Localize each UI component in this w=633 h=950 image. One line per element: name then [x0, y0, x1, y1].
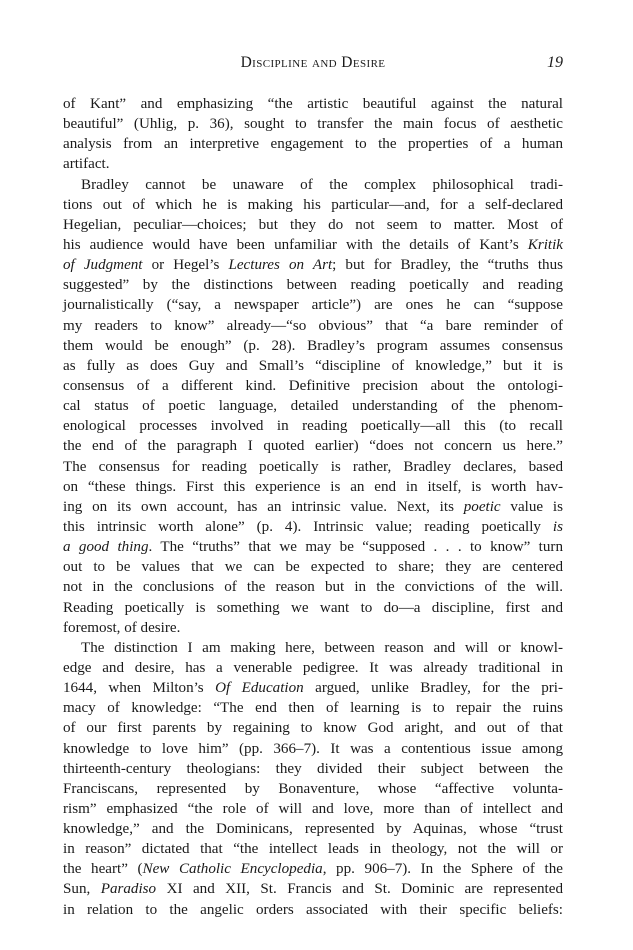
- text-line: of Kant” and emphasizing “the artistic beautiful against the natural: [63, 96, 563, 112]
- text-line: beautiful” (Uhlig, p. 36), sought to transfer the main focus of aesthetic: [63, 116, 563, 133]
- text-line: tions out of which he is making his particular—and, for a self-declared: [63, 196, 563, 213]
- text-line: thirteenth-century theologians: they divided their subject between the: [63, 760, 563, 777]
- text-line: ing on its own account, has an intrinsic value. Next, its poetic value is: [63, 498, 563, 515]
- text-line: the heart” (New Catholic Encyclopedia, pp. 906–7). In the Sphere of the: [63, 861, 563, 878]
- text-line: knowledge,” and the Dominicans, represented by Aquinas, whose “trust: [63, 821, 563, 838]
- text-line: them would be enough” (p. 28). Bradley’s program assumes consensus: [63, 337, 563, 354]
- paragraph: [63, 94, 563, 175]
- text-line: cal status of poetic language, detailed understanding of the phenom-: [63, 398, 563, 415]
- text-line: knowledge to love him” (pp. 366–7). It was a contentious issue among: [63, 740, 563, 757]
- running-title: Discipline and Desire: [240, 54, 386, 71]
- text-line: in reason” dictated that “the intellect leads in theology, not the will or: [63, 841, 563, 858]
- text-line: Reading poetically is something we want to do—a discipline, first and: [63, 599, 563, 616]
- running-head: [63, 54, 563, 76]
- text-line: my readers to know” already—“so obvious” that “a bare reminder of: [63, 317, 563, 334]
- text-line: The distinction I am making here, between reason and will or knowl-: [81, 639, 563, 656]
- text-line: artifact.: [63, 156, 110, 173]
- page-number: 19: [547, 54, 563, 71]
- text-line: Sun, Paradiso XI and XII, St. Francis and St. Dominic are represented: [63, 881, 563, 898]
- text-line: analysis from an interpretive engagement to the properties of a human: [63, 136, 563, 153]
- text-line: a good thing. The “truths” that we may be “supposed . . . to know” turn: [63, 539, 563, 556]
- paragraph: [63, 638, 563, 920]
- text-line: of our first parents by regaining to know God aright, and out of that: [63, 720, 563, 737]
- text-line: on “these things. First this experience is an end in itself, is worth hav-: [63, 478, 563, 495]
- text-line: not in the conclusions of the reason but in the convictions of the will.: [63, 579, 563, 596]
- text-line: rism” emphasized “the role of will and love, more than of intellect and: [63, 800, 563, 817]
- text-line: suggested” by the distinctions between reading poetically and reading: [63, 277, 563, 294]
- text-line: in relation to the angelic orders associated with their specific beliefs:: [63, 901, 563, 918]
- text-line: edge and desire, has a venerable pedigree. It was already traditional in: [63, 659, 563, 676]
- text-line: consensus of a different kind. Definitive precision about the ontologi-: [63, 377, 563, 394]
- text-line: this intrinsic worth alone” (p. 4). Intrinsic value; reading poetically is: [63, 518, 563, 535]
- text-line: his audience would have been unfamiliar with the details of Kant’s Kritik: [63, 236, 563, 253]
- text-line: foremost, of desire.: [63, 619, 181, 636]
- text-line: the end of the paragraph I quoted earlier) “does not concern us here.”: [63, 438, 563, 455]
- text-line: macy of knowledge: “The end then of learning is to repair the ruins: [63, 700, 563, 717]
- text-line: as fully as does Guy and Small’s “discipline of knowledge,” but it is: [63, 357, 563, 374]
- text-line: Hegelian, peculiar—choices; but they do not seem to matter. Most of: [63, 216, 563, 233]
- paragraph: [63, 175, 563, 638]
- text-line: out to be values that we can be expected to share; they are centered: [63, 559, 563, 576]
- text-line: of Judgment or Hegel’s Lectures on Art; but for Bradley, the “truths thus: [63, 257, 563, 274]
- text-line: journalistically (“say, a newspaper article”) are ones he can “suppose: [63, 297, 563, 314]
- text-line: Franciscans, represented by Bonaventure, whose “affective volunta-: [63, 780, 563, 797]
- body-text: [63, 94, 563, 920]
- text-line: enological processes involved in reading poetically—all this (to recall: [63, 418, 563, 435]
- text-line: 1644, when Milton’s Of Education argued, unlike Bradley, for the pri-: [63, 680, 563, 697]
- text-line: The consensus for reading poetically is rather, Bradley declares, based: [63, 458, 563, 475]
- text-line: Bradley cannot be unaware of the complex philosophical tradi-: [81, 176, 563, 193]
